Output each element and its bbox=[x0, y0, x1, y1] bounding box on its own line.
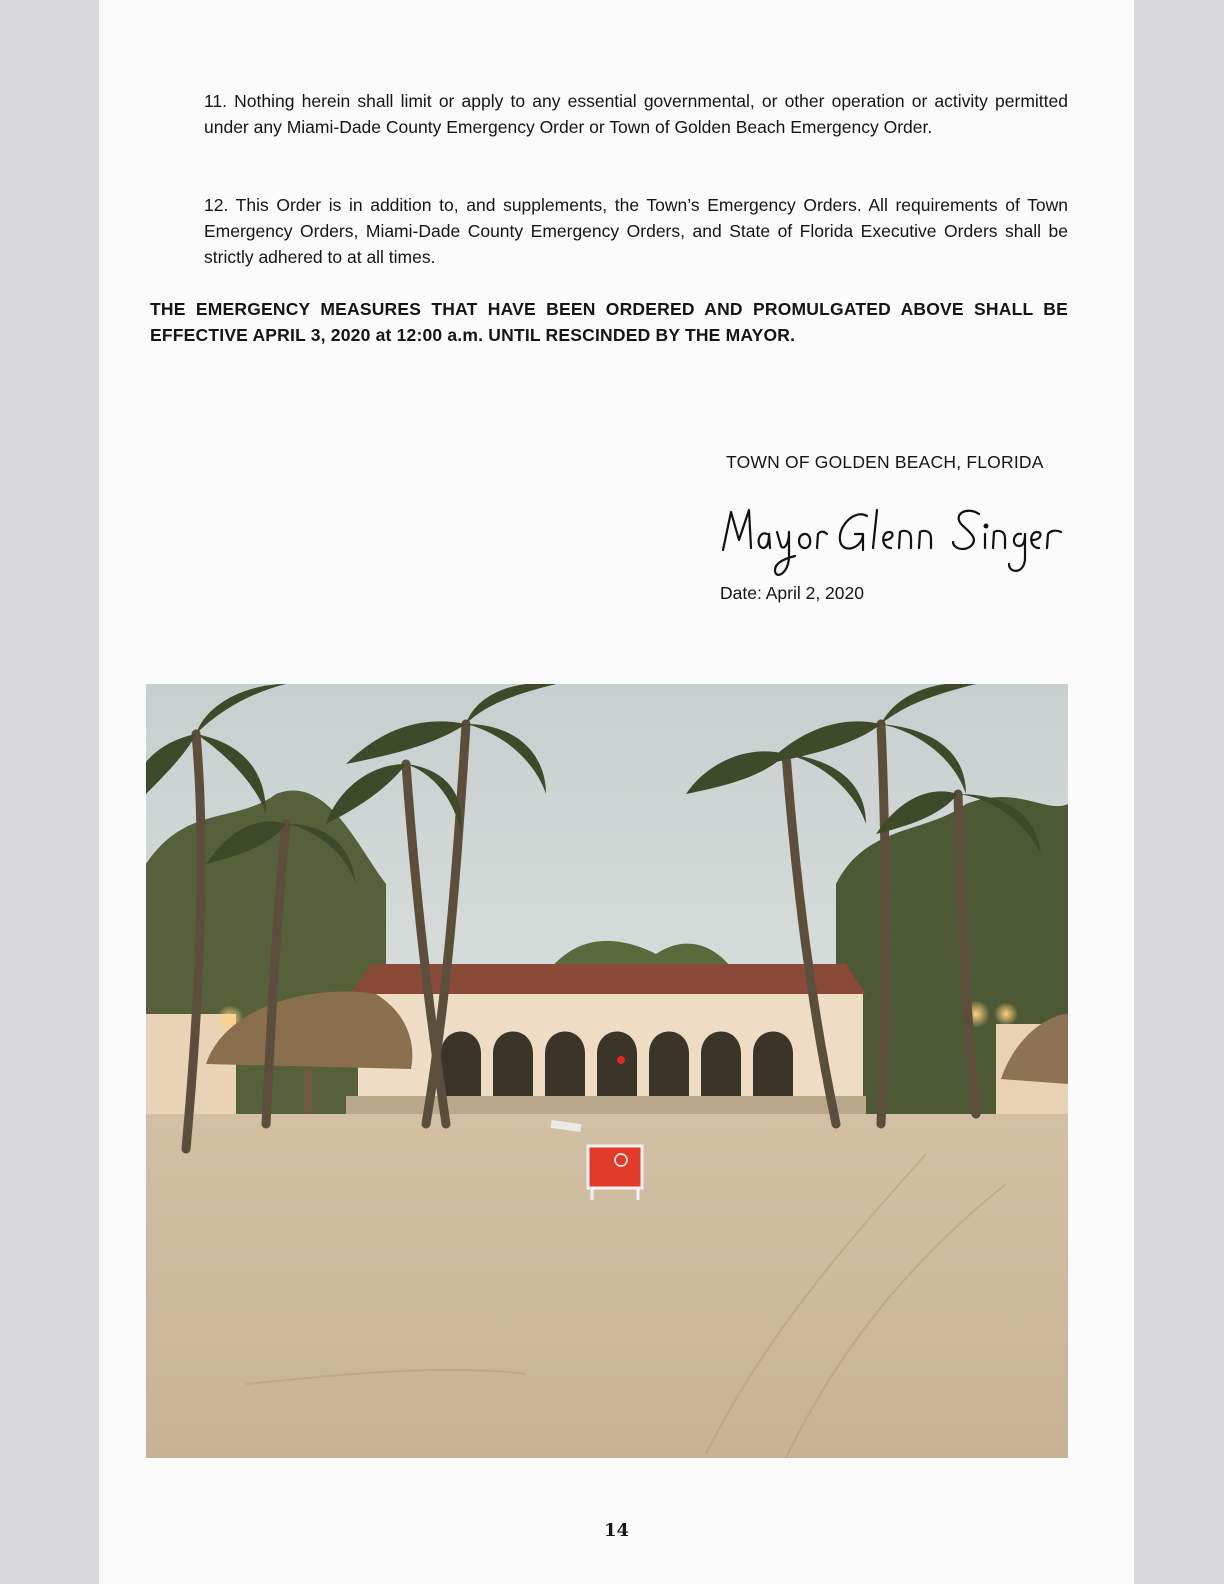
beach-photo bbox=[146, 684, 1068, 1458]
mayor-signature bbox=[717, 500, 1067, 585]
signature-date: Date: April 2, 2020 bbox=[720, 583, 864, 603]
document-page bbox=[99, 0, 1134, 1584]
effective-notice: THE EMERGENCY MEASURES THAT HAVE BEEN ORDERED AND PROMULGATED ABOVE SHALL BE EFFECTIVE APRIL 3, 2020 at 12:00 a.m. UNTIL RESCINDED BY THE MAYOR. bbox=[150, 299, 1068, 345]
order-item-11: 11. Nothing herein shall limit or apply to any essential governmental, or other operation or activity permitted under any Miami-Dade County Emergency Order or Town of Golden Beach Emergency Order. bbox=[204, 91, 1068, 137]
town-name: TOWN OF GOLDEN BEACH, FLORIDA bbox=[726, 452, 1044, 472]
page-number: 14 bbox=[603, 1520, 630, 1541]
order-item-12: 12. This Order is in addition to, and supplements, the Town’s Emergency Orders. All requirements of Town Emergency Orders, Miami-Dade County Emergency Orders, and State of Florida Executive Orders shall be strictly adhered to at all times. bbox=[204, 195, 1068, 267]
